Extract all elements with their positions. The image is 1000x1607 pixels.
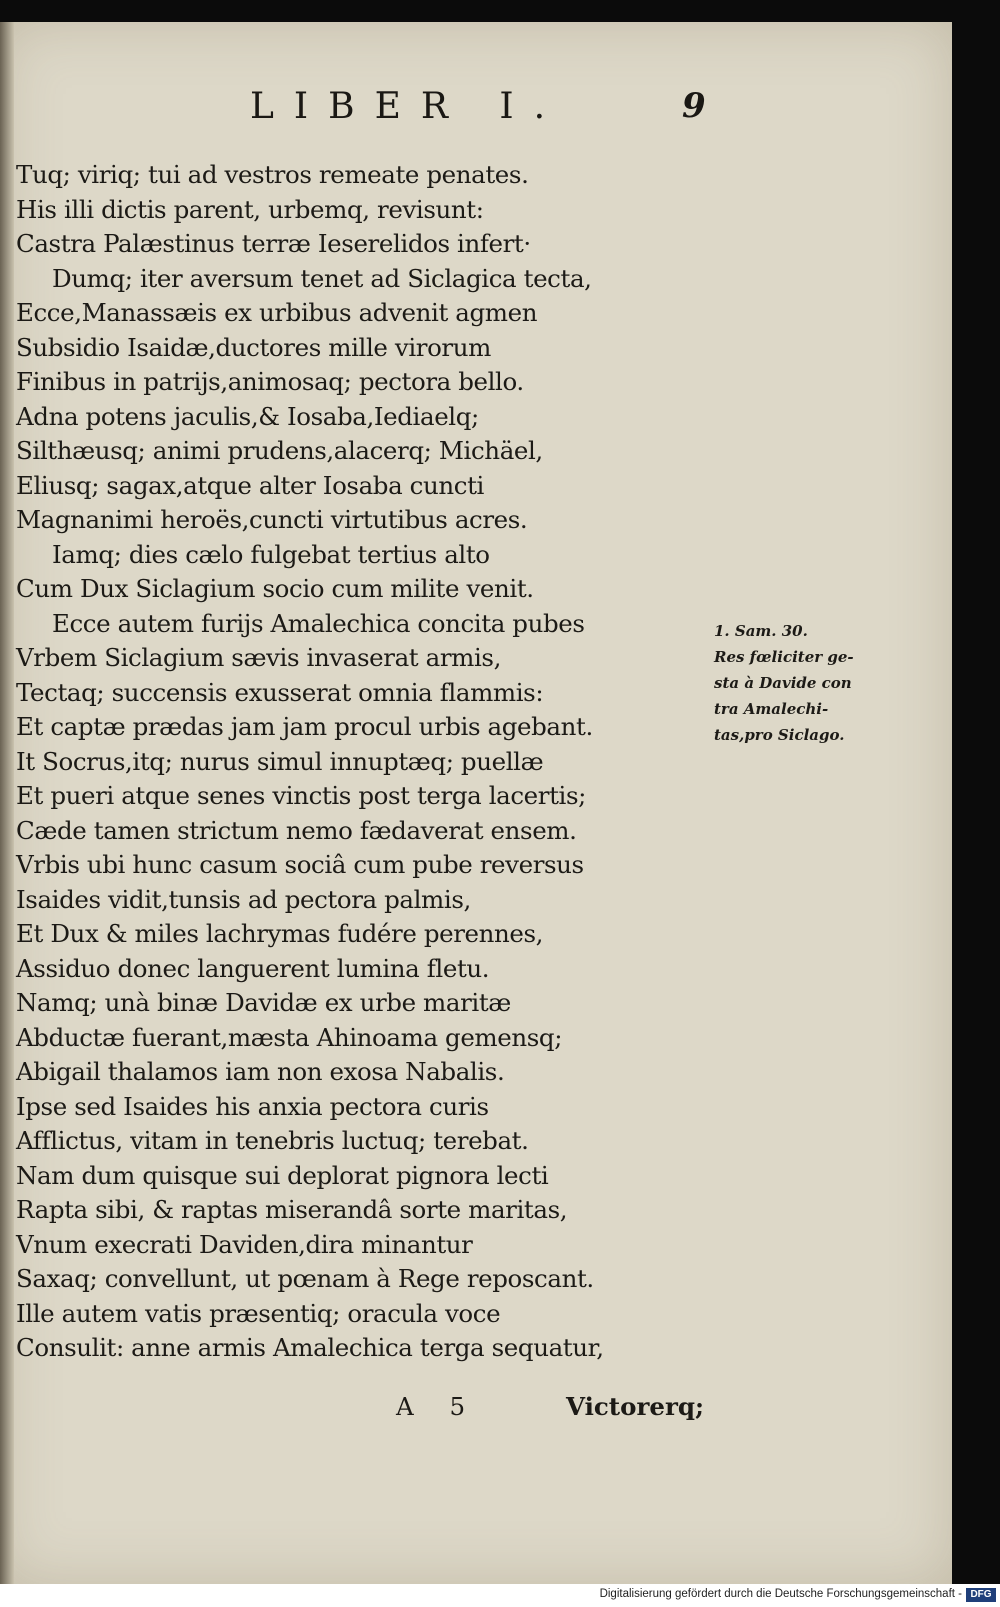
verse-line: Et pueri atque senes vinctis post terga lacertis;	[16, 781, 587, 810]
running-title: LIBER I.	[250, 86, 566, 127]
verse-line: Nam dum quisque sui deplorat pignora lecti	[16, 1160, 549, 1190]
verse-line: Namq; unà binæ Davidæ ex urbe maritæ	[16, 988, 511, 1017]
verse-line: Assiduo donec languerent lumina fletu.	[16, 953, 490, 983]
marginal-note-line: tas,pro Siclago.	[714, 726, 845, 744]
verse-line: Ille autem vatis præsentiq; oracula voce	[16, 1298, 501, 1328]
verse-line: It Socrus,itq; nurus simul innuptæq; puellæ	[16, 746, 544, 776]
verse-line: Tectaq; succensis exusserat omnia flammis:	[16, 677, 544, 707]
dfg-logo: DFG	[966, 1588, 996, 1602]
verse-line: Abigail thalamos iam non exosa Nabalis.	[16, 1057, 505, 1086]
verse-line: Et Dux & miles lachrymas fudére perennes,	[16, 919, 544, 948]
catchword: Victorerq;	[566, 1392, 705, 1421]
verse-line: Castra Palæstinus terræ Ieserelidos infert·	[16, 229, 531, 258]
verse-text-block	[16, 158, 676, 1366]
verse-line: Afflictus, vitam in tenebris luctuq; terebat.	[16, 1126, 529, 1155]
verse-line: Eliusq; sagax,atque alter Iosaba cuncti	[16, 470, 484, 500]
signature-mark: A 5	[396, 1392, 480, 1421]
verse-line: Isaides vidit,tunsis ad pectora palmis,	[16, 884, 471, 914]
verse-line: Magnanimi heroës,cuncti virtutibus acres.	[16, 505, 528, 534]
verse-line: Ipse sed Isaides his anxia pectora curis	[16, 1091, 489, 1121]
verse-line: Vnum execrati Daviden,dira minantur	[16, 1229, 473, 1259]
verse-line: Cæde tamen strictum nemo fædaverat ensem.	[16, 815, 577, 845]
page-edge-shadow	[0, 22, 14, 1584]
verse-line: Abductæ fuerant,mæsta Ahinoama gemensq;	[16, 1022, 563, 1052]
marginal-note	[714, 618, 894, 748]
page-number: 9	[682, 86, 706, 126]
verse-line: Iamq; dies cælo fulgebat tertius alto	[52, 539, 490, 569]
verse-line: Silthæusq; animi prudens,alacerq; Michäel,	[16, 436, 543, 465]
credit-text: Digitalisierung gefördert durch die Deutsche Forschungsgemeinschaft -	[599, 1588, 962, 1600]
marginal-note-line: tra Amalechi-	[714, 700, 829, 718]
verse-line: Ecce autem furijs Amalechica concita pubes	[52, 608, 585, 638]
digitization-credit-bar	[0, 1584, 1000, 1607]
verse-line: Et captæ prædas jam jam procul urbis agebant.	[16, 712, 593, 741]
verse-line: Adna potens jaculis,& Iosaba,Iediaelq;	[16, 401, 479, 431]
verse-line: Saxaq; convellunt, ut pœnam à Rege reposcant.	[16, 1264, 594, 1293]
verse-line: Cum Dux Siclagium socio cum milite venit.	[16, 574, 534, 603]
verse-line: Rapta sibi, & raptas miserandâ sorte maritas,	[16, 1195, 568, 1224]
verse-line: Tuq; viriq; tui ad vestros remeate penates.	[16, 160, 529, 189]
book-page	[0, 22, 952, 1584]
verse-line: Ecce,Manassæis ex urbibus advenit agmen	[16, 298, 538, 327]
marginal-note-line: 1. Sam. 30.	[714, 622, 808, 640]
verse-line: Consulit: anne armis Amalechica terga sequatur,	[16, 1333, 604, 1362]
marginal-note-line: Res fœliciter ge-	[714, 648, 854, 666]
verse-line: Subsidio Isaidæ,ductores mille virorum	[16, 332, 491, 362]
catchline	[0, 1392, 952, 1432]
verse-line: Dumq; iter aversum tenet ad Siclagica tecta,	[52, 263, 592, 293]
verse-line: Vrbis ubi hunc casum sociâ cum pube reversus	[16, 850, 584, 879]
marginal-note-line: sta à Davide con	[714, 674, 852, 692]
running-head	[0, 86, 952, 136]
verse-line: Finibus in patrijs,animosaq; pectora bello.	[16, 367, 524, 396]
verse-line: Vrbem Siclagium sævis invaserat armis,	[16, 643, 501, 672]
verse-line: His illi dictis parent, urbemq, revisunt:	[16, 194, 484, 224]
